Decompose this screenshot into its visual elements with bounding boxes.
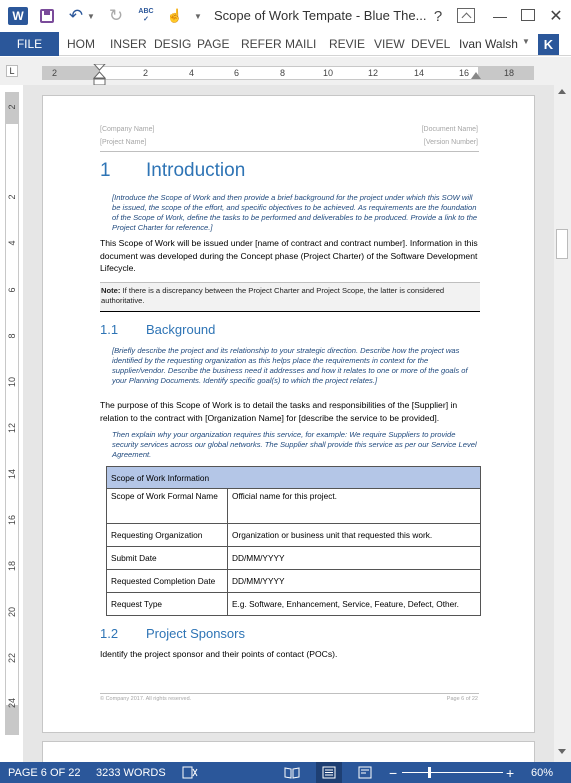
table-label-cell[interactable]: Requested Completion Date [107,570,228,593]
table-value-cell[interactable]: DD/MM/YYYY [228,547,481,570]
document-canvas[interactable] [23,85,554,762]
ruler-left-margin [42,67,100,79]
table-row[interactable] [107,547,481,570]
word-app-icon[interactable]: W [8,7,28,25]
word-count-status[interactable]: 3233 WORDS [96,766,166,779]
minimize-button[interactable]: — [493,8,507,24]
ruler-number: 18 [504,68,515,78]
print-layout-icon[interactable] [321,766,337,779]
heading-project-sponsors[interactable] [100,626,245,641]
document-page[interactable] [42,95,535,733]
user-name[interactable]: Ivan Walsh [459,37,518,51]
vertical-ruler-number: 20 [7,607,17,618]
horizontal-ruler[interactable] [42,66,534,80]
tab-view[interactable]: VIEW [374,37,405,51]
heading-introduction[interactable] [100,160,245,182]
intro-body-text[interactable]: This Scope of Work will be issued under [name of contract and contract number]. Information in this document was developed during the Concept phase (Project Charter) of the Software Development Lifecycle. [100,238,478,273]
heading-number: 1.1 [100,322,119,337]
table-header-cell[interactable]: Scope of Work Information [107,467,481,489]
ruler-number: 12 [368,68,379,78]
heading-text: Introduction [146,160,246,181]
help-icon[interactable]: ? [433,7,443,25]
header-project-name[interactable]: [Project Name] [100,139,147,146]
note-label: Note: [101,286,121,295]
table-value-cell[interactable]: E.g. Software, Enhancement, Service, Feature, Defect, Other. [228,593,481,616]
avatar[interactable]: K [538,34,559,55]
heading-text: Project Sponsors [146,626,245,641]
background-instruction-text-2[interactable]: Then explain why your organization requires this service, for example: We require Suppliers to provide security services across our global networks. The Supplier shall provide this service as per our Service Level Agreement. [112,430,477,459]
tab-home[interactable]: HOM [67,37,95,51]
ruler-number: 8 [280,68,286,78]
footer-divider [100,693,479,694]
vertical-ruler-number: 12 [7,423,17,434]
tab-file[interactable]: FILE [0,32,59,56]
document-title: Scope of Work Tempate - Blue The... [214,8,427,23]
tab-mailings[interactable]: MAILI [285,37,317,51]
table-row[interactable] [107,524,481,547]
intro-instruction-text[interactable]: [Introduce the Scope of Work and then provide a brief background for the project under which this SOW will be issued, the scope of the effort, and specific objectives to be achieved. As requirements are the foundation of the Scope of Work, define the tasks to be performed and deliverables to be produced. Provide a link to the Project Charter for reference.] [112,193,478,232]
redo-icon[interactable]: ↻ [108,6,124,25]
vertical-ruler-number: 24 [7,698,17,709]
zoom-slider-thumb[interactable] [428,767,431,778]
background-instruction-text[interactable]: [Briefly describe the project and its relationship to your strategic direction. Describe how the project was identified by the requesting organization as this helps place the requirements in context for the supplier/vendor. Describe the business need it addresses and how it relates to one or more of the goals of your Planning Documents. Identify specific goal(s) to which the project relates.] [112,346,468,385]
header-document-name[interactable]: [Document Name] [421,126,478,133]
read-mode-icon[interactable] [284,766,300,779]
spelling-check-icon[interactable]: ABC ✓ [138,8,154,23]
tab-review[interactable]: REVIE [329,37,366,51]
tab-page-layout[interactable]: PAGE [197,37,230,51]
footer-copyright[interactable]: © Company 2017. All rights reserved. [100,696,192,702]
ribbon-display-options-icon[interactable] [457,8,475,23]
zoom-slider-track[interactable] [402,772,503,773]
heading-background[interactable] [100,322,215,337]
status-bar [0,762,571,783]
table-row[interactable] [107,570,481,593]
vertical-ruler-bottom-margin [6,705,18,735]
ruler-number: 6 [234,68,240,78]
table-label-cell[interactable]: Requesting Organization [107,524,228,547]
header-divider [100,151,479,152]
note-text: If there is a discrepancy between the Project Charter and Project Scope, the latter is considered authoritative. [101,286,445,305]
vertical-ruler[interactable] [5,92,19,735]
scroll-up-icon[interactable] [558,89,566,94]
vertical-ruler-number: 2 [7,194,17,200]
scope-info-table[interactable] [106,466,481,616]
proofing-status-icon[interactable] [182,766,198,779]
customize-toolbar-icon[interactable]: ▼ [194,11,202,21]
next-document-page[interactable] [42,741,535,762]
heading-number: 1 [100,160,111,181]
note-box[interactable] [100,282,480,312]
zoom-out-button[interactable]: − [389,764,398,781]
maximize-button[interactable] [521,9,535,21]
sponsors-body-text[interactable]: Identify the project sponsor and their points of contact (POCs). [100,649,338,659]
tab-developer[interactable]: DEVEL [411,37,451,51]
ruler-number: 14 [414,68,425,78]
undo-dropdown-icon[interactable]: ▼ [87,11,95,21]
vertical-ruler-number: 18 [7,561,17,572]
table-label-cell[interactable]: Scope of Work Formal Name [107,489,228,524]
scrollbar-thumb[interactable] [556,229,568,259]
scroll-down-icon[interactable] [558,749,566,754]
ruler-number: 16 [459,68,470,78]
zoom-in-button[interactable]: + [506,764,515,781]
vertical-ruler-number: 16 [7,515,17,526]
undo-icon[interactable]: ↶ [68,6,84,25]
ribbon-tabs [0,32,571,56]
ruler-number: 2 [52,68,58,78]
ruler-row [0,57,571,85]
table-value-cell[interactable]: Organization or business unit that requested this work. [228,524,481,547]
save-icon[interactable] [38,7,56,25]
table-row[interactable] [107,489,481,524]
tab-insert[interactable]: INSER [110,37,147,51]
vertical-ruler-number: 10 [7,377,17,388]
right-indent-marker-icon[interactable] [471,72,481,79]
tab-selector-button[interactable]: L [6,65,18,77]
background-body-text[interactable]: The purpose of this Scope of Work is to detail the tasks and responsibilities of the [Supplier] in relation to the contract with [Organization Name] for [describe the service to be provided]. [100,400,458,423]
ruler-number: 2 [143,68,149,78]
footer-page-number[interactable]: Page 6 of 22 [446,696,478,702]
heading-text: Background [146,322,216,337]
table-label-cell[interactable]: Request Type [107,593,228,616]
vertical-ruler-number: 22 [7,653,17,664]
close-button[interactable]: ✕ [549,8,563,25]
table-label-cell[interactable]: Submit Date [107,547,228,570]
web-layout-icon[interactable] [358,766,374,779]
header-version-number[interactable]: [Version Number] [423,139,478,146]
vertical-ruler-number: 4 [7,240,17,246]
header-company-name[interactable]: [Company Name] [100,126,155,133]
touch-mode-icon[interactable]: ☝ [166,8,184,23]
zoom-level[interactable]: 60% [531,766,554,779]
vertical-ruler-number: 14 [7,469,17,480]
vertical-ruler-number: 2 [7,104,17,110]
ruler-number: 4 [189,68,195,78]
table-value-cell[interactable]: Official name for this project. [228,489,481,524]
indent-marker-icon[interactable] [93,64,106,86]
table-row[interactable] [107,593,481,616]
heading-number: 1.2 [100,626,119,641]
table-value-cell[interactable]: DD/MM/YYYY [228,570,481,593]
page-count-status[interactable]: PAGE 6 OF 22 [8,766,81,779]
ruler-number: 10 [323,68,334,78]
tab-references[interactable]: REFER [241,37,282,51]
title-bar [0,0,571,32]
vertical-ruler-number: 8 [7,333,17,339]
user-dropdown-icon[interactable]: ▼ [522,37,530,46]
tab-design[interactable]: DESIG [154,37,192,51]
vertical-ruler-number: 6 [7,287,17,293]
vertical-scrollbar[interactable] [554,85,571,762]
